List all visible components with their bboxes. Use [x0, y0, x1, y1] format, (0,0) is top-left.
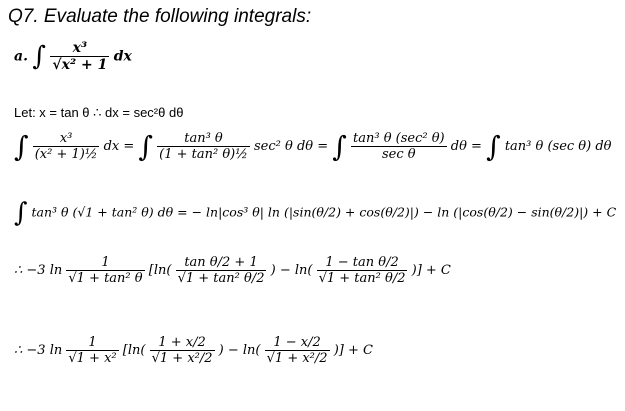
step3-tail: )] + C	[411, 263, 451, 278]
part-a-dx: dx	[113, 48, 132, 65]
step4-frac-1	[150, 335, 215, 366]
step1-mid-num: tan³ θ	[184, 131, 223, 146]
substitution-line: Let: x = tan θ ∴ dx = sec²θ dθ	[14, 105, 184, 120]
part-a-denominator: √x² + 1	[52, 57, 108, 73]
step4-frac-1-num: 1 + x/2	[158, 335, 206, 350]
step3-frac-1	[176, 255, 267, 286]
step1-left-den: (x² + 1)½	[34, 147, 98, 162]
step-2	[14, 198, 616, 228]
step4-frac-2	[265, 335, 330, 366]
step1-right-tail: dθ =	[450, 139, 482, 154]
integral-sign: ∫	[332, 130, 347, 163]
step1-right-num: tan³ θ (sec² θ)	[353, 131, 445, 146]
step4-coef-num: 1	[88, 335, 97, 350]
step4-frac-1-den: √1 + x²/2	[151, 351, 213, 366]
part-a-fraction	[50, 40, 109, 73]
integral-sign: ∫	[14, 198, 28, 228]
step2-lhs: tan³ θ (√1 + tan² θ) dθ = − ln|cos³ θ| ln	[31, 204, 280, 220]
step1-left-fraction	[33, 131, 100, 162]
step3-frac-2	[317, 255, 408, 286]
step1-left-num: x³	[59, 131, 73, 146]
step3-frac-2-den: √1 + tan² θ/2	[318, 271, 406, 286]
step4-ln-open: [ln(	[122, 343, 146, 358]
step3-ln-open: [ln(	[148, 263, 172, 278]
integral-sign: ∫	[14, 130, 29, 163]
step4-frac-2-den: √1 + x²/2	[266, 351, 328, 366]
step3-frac-2-num: 1 − tan θ/2	[325, 255, 399, 270]
integral-sign: ∫	[32, 41, 46, 72]
step3-frac-1-num: tan θ/2 + 1	[184, 255, 258, 270]
step4-tail: )] + C	[333, 343, 373, 358]
step3-prefix: ∴ −3 ln	[14, 263, 63, 278]
step4-coef-den: √1 + x²	[68, 351, 117, 366]
step4-prefix: ∴ −3 ln	[14, 343, 63, 358]
step1-mid-fraction	[157, 131, 250, 162]
step1-right-fraction	[351, 131, 447, 162]
step1-left-dx: dx =	[103, 139, 135, 154]
step-3	[14, 255, 451, 286]
step2-rhs: (|sin(θ/2) + cos(θ/2)|) − ln (|cos(θ/2) − sin(θ/2)|) + C	[283, 204, 617, 220]
step3-coef-num: 1	[101, 255, 110, 270]
step1-mid-den: (1 + tan² θ)½	[159, 147, 248, 162]
step1-mid-tail: sec² θ dθ =	[254, 139, 329, 154]
integral-sign: ∫	[486, 130, 501, 163]
step4-frac-2-num: 1 − x/2	[273, 335, 321, 350]
step3-coef-fraction	[66, 255, 144, 286]
step4-coef-fraction	[66, 335, 118, 366]
integral-sign: ∫	[138, 130, 154, 163]
step1-final: tan³ θ (sec θ) dθ	[504, 139, 612, 154]
step4-mid: ) − ln(	[218, 343, 261, 358]
step3-coef-den: √1 + tan² θ	[68, 271, 143, 286]
part-a-numerator: x³	[72, 40, 88, 56]
step-4	[14, 335, 373, 366]
step3-frac-1-den: √1 + tan² θ/2	[177, 271, 265, 286]
part-a	[14, 40, 132, 73]
step-1	[14, 130, 612, 163]
question-heading: Q7. Evaluate the following integrals:	[8, 6, 312, 27]
step1-right-den: sec θ	[351, 146, 447, 162]
step3-mid: ) − ln(	[270, 263, 313, 278]
part-a-label: a.	[14, 48, 28, 65]
